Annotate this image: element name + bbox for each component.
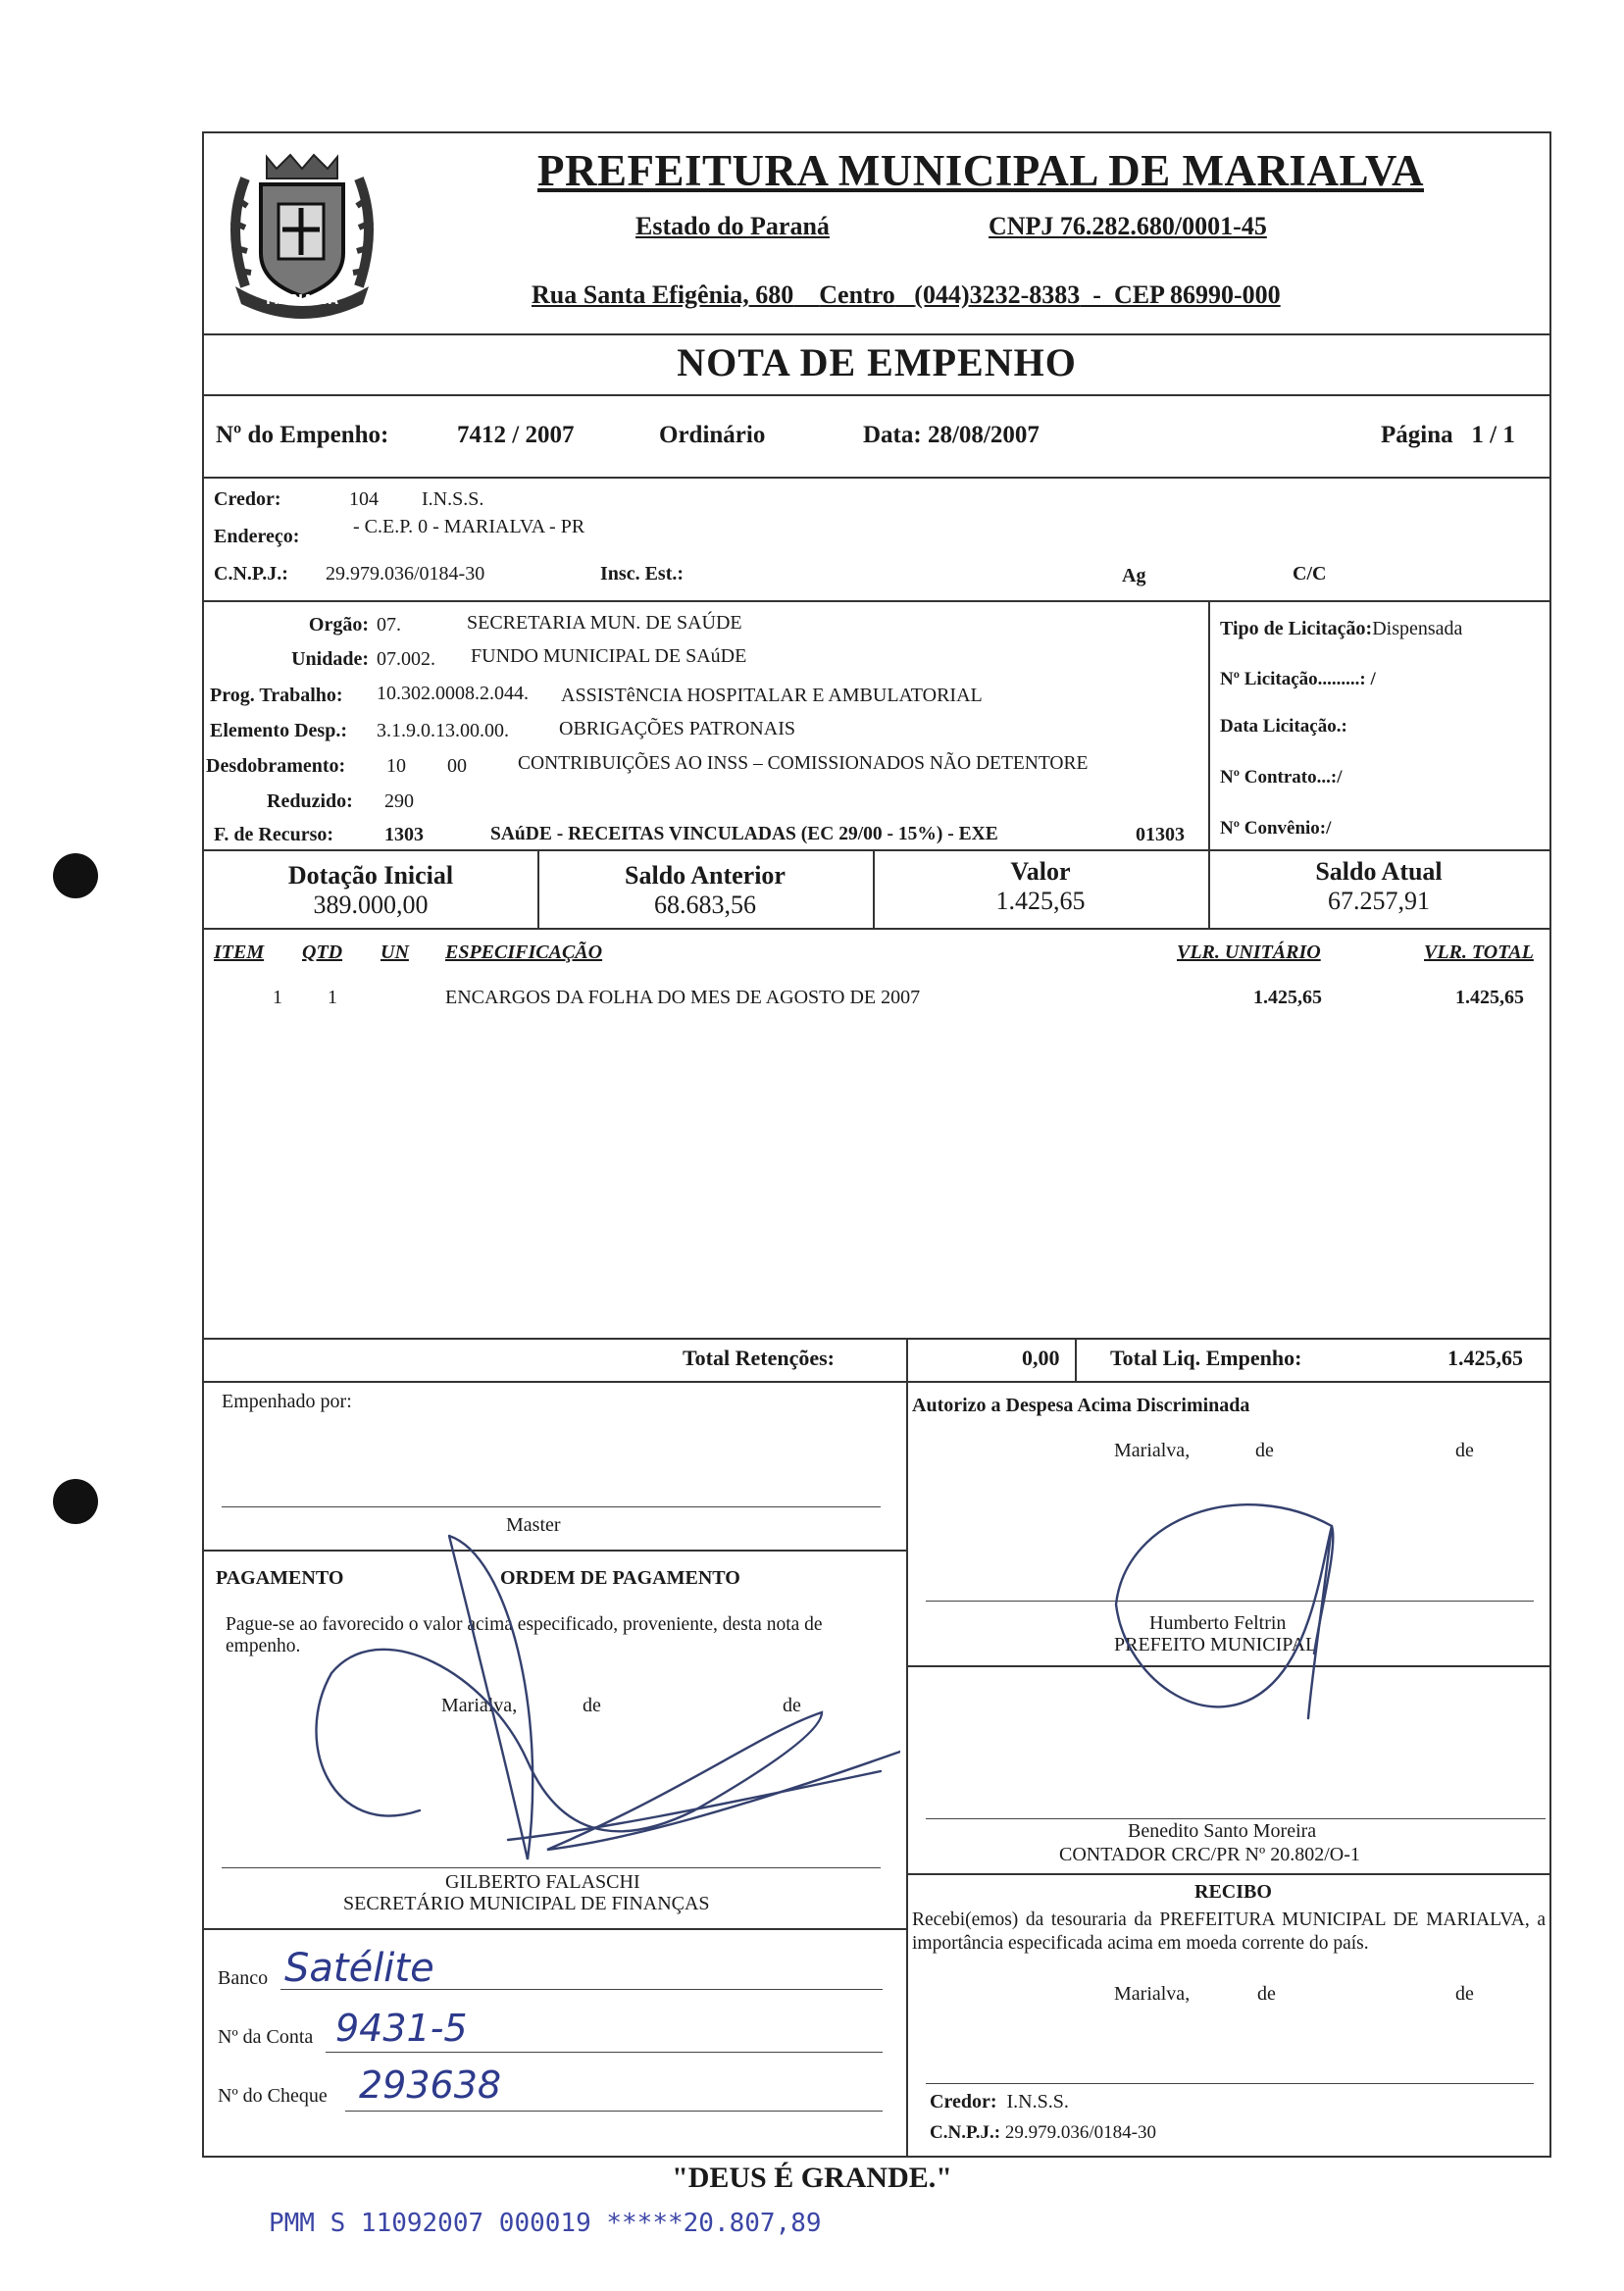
retencoes-value: 0,00 xyxy=(1022,1346,1060,1370)
liq-value: 1.425,65 xyxy=(1447,1346,1523,1370)
licitacao-data: Data Licitação.: xyxy=(1220,716,1347,737)
empenho-type: Ordinário xyxy=(659,422,766,448)
row-item: 1 xyxy=(273,987,282,1008)
recibo-de1: de xyxy=(1257,1983,1276,2005)
orgao-label: Orgão: xyxy=(308,614,369,636)
pagamento-role: SECRETÁRIO MUNICIPAL DE FINANÇAS xyxy=(343,1893,710,1914)
ordem-pagamento: ORDEM DE PAGAMENTO xyxy=(500,1567,740,1589)
recibo-cnpj-label: C.N.P.J.: xyxy=(930,2122,1001,2143)
pagamento-de2: de xyxy=(783,1695,801,1716)
licitacao-convenio: Nº Convênio:/ xyxy=(1220,818,1332,839)
page-number xyxy=(1381,422,1515,449)
contador-role: CONTADOR CRC/PR Nº 20.802/O-1 xyxy=(1059,1844,1360,1865)
page-label: Página xyxy=(1381,422,1453,448)
header-district: Centro xyxy=(819,280,895,309)
liq-label: Total Liq. Empenho: xyxy=(1110,1346,1302,1370)
orgao-name: SECRETARIA MUN. DE SAÚDE xyxy=(467,612,742,634)
col-total: VLR. TOTAL xyxy=(1424,942,1534,963)
empenhado-label: Empenhado por: xyxy=(222,1391,352,1412)
doc-title: NOTA DE EMPENHO xyxy=(677,340,1077,384)
col-qtd: QTD xyxy=(302,942,343,963)
pagamento-signer: GILBERTO FALASCHI xyxy=(445,1871,640,1893)
credor-name: I.N.S.S. xyxy=(422,488,484,510)
budget-labels xyxy=(208,614,369,683)
page-value: 1 / 1 xyxy=(1471,422,1515,448)
header-address: Rua Santa Efigênia, 680 Centro (044)3232-8383 - CEP 86990-000 xyxy=(532,280,1281,309)
credor-cnpj-label: C.N.P.J.: xyxy=(214,563,288,585)
dotacao-value: 389.000,00 xyxy=(313,891,429,919)
autorizo-de2: de xyxy=(1455,1440,1474,1461)
punch-hole-top xyxy=(53,853,98,898)
recurso-label: F. de Recurso: xyxy=(214,824,334,845)
desdobramento-name: CONTRIBUIÇÕES AO INSS – COMISSIONADOS NÃO DETENTORE xyxy=(518,753,1089,774)
recibo-credor xyxy=(930,2091,1069,2113)
recibo-credor-label: Credor: xyxy=(930,2091,997,2113)
conta-value: 9431-5 xyxy=(335,2007,468,2050)
autorizo-de1: de xyxy=(1255,1440,1274,1461)
col-item: ITEM xyxy=(214,942,265,963)
header-title: PREFEITURA MUNICIPAL DE MARIALVA xyxy=(537,146,1425,195)
prog-code: 10.302.0008.2.044. xyxy=(377,683,529,704)
elemento-label: Elemento Desp.: xyxy=(210,720,347,741)
elemento-name: OBRIGAÇÕES PATRONAIS xyxy=(559,718,795,739)
pagamento-text: Pague-se ao favorecido o valor acima especificado, proveniente, desta nota de empenho. xyxy=(226,1614,823,1656)
insc-est-label: Insc. Est.: xyxy=(600,563,685,585)
coat-of-arms-icon xyxy=(206,139,398,331)
row-unit: 1.425,65 xyxy=(1253,987,1322,1008)
autorizo-signer: Humberto Feltrin xyxy=(1149,1612,1287,1634)
saldo-atual-label: Saldo Atual xyxy=(1315,857,1443,886)
unidade-code: 07.002. xyxy=(377,648,435,670)
recibo-place: Marialva, xyxy=(1114,1983,1191,2005)
banco-label: Banco xyxy=(218,1967,269,1989)
credor-code: 104 xyxy=(349,488,379,510)
valor-value: 1.425,65 xyxy=(995,887,1086,915)
empenho-number-label: Nº do Empenho: xyxy=(216,422,389,448)
credor-label: Credor: xyxy=(214,488,281,510)
secretario-signature xyxy=(273,1516,900,1889)
banco-value: Satélite xyxy=(284,1946,434,1991)
nota-de-empenho-form xyxy=(202,131,1551,2158)
recurso-code: 1303 xyxy=(384,824,424,845)
header-state: Estado do Paraná xyxy=(635,212,830,240)
autorizo-role: PREFEITO MUNICIPAL xyxy=(1114,1634,1318,1655)
pagamento-label: PAGAMENTO xyxy=(216,1567,344,1589)
reduzido-label: Reduzido: xyxy=(267,790,353,812)
row-total: 1.425,65 xyxy=(1455,987,1524,1008)
saldo-atual-value: 67.257,91 xyxy=(1328,887,1430,915)
prefeito-signature xyxy=(1087,1487,1400,1742)
unidade-name: FUNDO MUNICIPAL DE SAúDE xyxy=(471,645,747,667)
licitacao-tipo-value: Dispensada xyxy=(1372,618,1463,639)
credor-address: - C.E.P. 0 - MARIALVA - PR xyxy=(353,516,585,537)
header-street: Rua Santa Efigênia, 680 xyxy=(532,280,794,309)
saldo-anterior-cell xyxy=(537,861,873,920)
recurso-name: SAúDE - RECEITAS VINCULADAS (EC 29/00 - 15%) - EXE xyxy=(490,824,998,844)
recibo-credor-value: I.N.S.S. xyxy=(1006,2091,1069,2113)
licitacao-tipo-label: Tipo de Licitação: xyxy=(1220,618,1373,639)
recurso-ref: 01303 xyxy=(1136,824,1185,845)
dotacao-cell xyxy=(204,861,537,920)
recibo-text: Recebi(emos) da tesouraria da PREFEITURA MUNICIPAL DE MARIALVA, a importância especificada acima em moeda corrente do país. xyxy=(912,1909,1546,1954)
prog-label: Prog. Trabalho: xyxy=(210,685,343,706)
prog-name: ASSISTêNCIA HOSPITALAR E AMBULATORIAL xyxy=(561,685,983,706)
saldo-anterior-label: Saldo Anterior xyxy=(625,861,786,890)
empenhado-name: Master xyxy=(506,1514,561,1536)
empenho-date: Data: 28/08/2007 xyxy=(863,422,1040,448)
payment-stamp: PMM S 11092007 000019 *****20.807,89 xyxy=(269,2209,822,2238)
valor-cell xyxy=(873,857,1208,916)
desdobramento-code: 10 xyxy=(386,755,406,777)
licitacao-tipo xyxy=(1220,618,1462,640)
credor-cnpj: 29.979.036/0184-30 xyxy=(326,563,485,585)
autorizo-label: Autorizo a Despesa Acima Discriminada xyxy=(912,1395,1250,1416)
footer-motto: "DEUS É GRANDE." xyxy=(672,2162,952,2194)
header-cnpj: CNPJ 76.282.680/0001-45 xyxy=(989,212,1267,240)
recibo-de2: de xyxy=(1455,1983,1474,2005)
col-un: UN xyxy=(381,942,409,963)
dotacao-label: Dotação Inicial xyxy=(287,861,454,890)
col-spec: ESPECIFICAÇÃO xyxy=(445,942,603,963)
orgao-code: 07. xyxy=(377,614,401,636)
licitacao-contrato: Nº Contrato...:/ xyxy=(1220,767,1343,788)
desdobramento-sub: 00 xyxy=(447,755,467,777)
unidade-label: Unidade: xyxy=(291,648,369,670)
row-spec: ENCARGOS DA FOLHA DO MES DE AGOSTO DE 2007 xyxy=(445,987,921,1008)
cheque-value: 293638 xyxy=(359,2063,502,2107)
punch-hole-bottom xyxy=(53,1479,98,1524)
pagamento-place: Marialva, xyxy=(441,1695,518,1716)
empenho-number: 7412 / 2007 xyxy=(457,422,575,448)
header-cep: CEP 86990-000 xyxy=(1113,280,1281,309)
ag-label: Ag xyxy=(1122,565,1146,586)
recibo-title: RECIBO xyxy=(1194,1881,1272,1903)
contador-name: Benedito Santo Moreira xyxy=(1128,1820,1317,1842)
desdobramento-label: Desdobramento: xyxy=(206,755,346,777)
conta-label: Nº da Conta xyxy=(218,2026,314,2048)
licitacao-numero: Nº Licitação.........: / xyxy=(1220,669,1376,689)
cheque-label: Nº do Cheque xyxy=(218,2085,328,2107)
saldo-anterior-value: 68.683,56 xyxy=(654,891,756,919)
reduzido-value: 290 xyxy=(384,790,414,812)
retencoes-label: Total Retenções: xyxy=(683,1346,835,1370)
autorizo-place: Marialva, xyxy=(1114,1440,1191,1461)
cc-label: C/C xyxy=(1293,563,1327,585)
header-phone: (044)3232-8383 xyxy=(914,280,1081,309)
recibo-cnpj-value: 29.979.036/0184-30 xyxy=(1004,2122,1156,2143)
table-row xyxy=(204,987,1549,1016)
row-qtd: 1 xyxy=(328,987,337,1008)
saldo-atual-cell xyxy=(1208,857,1549,916)
recibo-cnpj xyxy=(930,2122,1156,2144)
pagamento-de1: de xyxy=(583,1695,601,1716)
elemento-code: 3.1.9.0.13.00.00. xyxy=(377,720,509,741)
valor-label: Valor xyxy=(1010,857,1071,886)
address-label: Endereço: xyxy=(214,526,300,547)
svg-text:MARIALVA: MARIALVA xyxy=(266,293,338,308)
col-unit: VLR. UNITÁRIO xyxy=(1177,942,1321,963)
